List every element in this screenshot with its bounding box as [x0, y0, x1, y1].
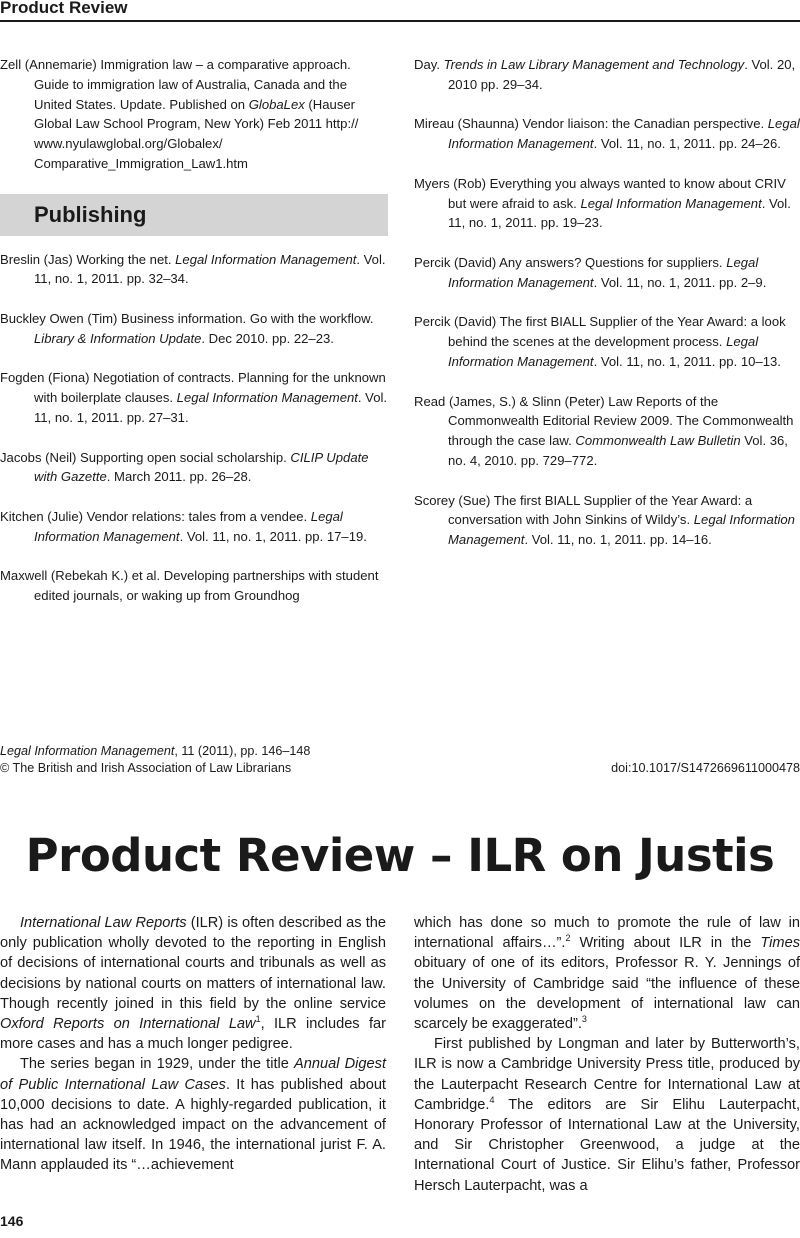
section-heading-publishing: Publishing — [0, 194, 388, 236]
reference-entry: Buckley Owen (Tim) Business information. Go with the workflow. Library & Information Update. Dec 2010. pp. 22–23. — [0, 310, 374, 346]
body-paragraph: First published by Longman and later by Butterworth’s, ILR is now a Cambridge University Press title, produced by the Lauterpacht Research Centre for International Law at Cambridge.$^4$ The editors are Sir Elihu Lauterpacht, Honorary Professor of International Law at the University, and Sir Christopher Greenwood, a judge at the International Court of Justice. Sir Elihu’s father, Professor Hersch Lauterpacht, was a — [414, 1036, 800, 1194]
reference-entry: Jacobs (Neil) Supporting open social scholarship. CILIP Update with Gazette. March 2011. pp. 26–28. — [0, 449, 369, 485]
reference-entry: Day. Trends in Law Library Management and Technology. Vol. 20, 2010 pp. 29–34. — [414, 57, 796, 92]
reference-entry: Percik (David) The first BIALL Supplier of the Year Award: a look behind the scenes at the development process. Legal Information Management. Vol. 11, no. 1, 2011. pp. 10–13. — [414, 314, 786, 369]
reference-entry: Myers (Rob) Everything you always wanted to know about CRIV but were afraid to ask. Legal Information Management. Vol. 11, no. 1, 2011. pp. 19–23. — [414, 175, 791, 231]
article-body-right-column — [414, 913, 800, 1196]
body-paragraph: The series began in 1929, under the title Annual Digest of Public International Law Cases. It has published about 10,000 decisions to date. A highly-regarded publication, it has had an acknowledged impact on the advancement of international law itself. In 1946, the international jurist F. A. Mann applauded its “…achievement — [0, 1056, 387, 1174]
bibliography-right-column — [414, 55, 800, 570]
body-paragraph: which has done so much to promote the rule of law in international affairs…”.$^2$ Writing about ILR in the Times obituary of one of its editors, Professor R. Y. Jennings of the University of Cambridge said “the influence of these volumes on the development of international law can scarcely be exaggerated”.$^3$ — [414, 915, 800, 1033]
reference-entry: Breslin (Jas) Working the net. Legal Information Management. Vol. 11, no. 1, 2011. pp. 32–34. — [0, 251, 386, 287]
footnote-ref[interactable]: 2 — [565, 933, 571, 944]
reference-entry: Kitchen (Julie) Vendor relations: tales from a vendee. Legal Information Management. Vol. 11, no. 1, 2011. pp. 17–19. — [0, 508, 367, 544]
footnote-ref[interactable]: 3 — [581, 1014, 587, 1025]
bibliography-left-column — [0, 55, 388, 626]
footnote-ref[interactable]: 1 — [255, 1014, 261, 1025]
reference-entry: Percik (David) Any answers? Questions for suppliers. Legal Information Management. Vol. 11, no. 1, 2011. pp. 2–9. — [414, 254, 767, 290]
reference-entry: Mireau (Shaunna) Vendor liaison: the Canadian perspective. Legal Information Management. Vol. 11, no. 1, 2011. pp. 24–26. — [414, 116, 800, 152]
reference-entry: Fogden (Fiona) Negotiation of contracts. Planning for the unknown with boilerplate clauses. Legal Information Management. Vol. 11, no. 1, 2011. pp. 27–31. — [0, 370, 388, 425]
copyright-line: © The British and Irish Association of Law Librarians — [0, 761, 292, 775]
doi-link[interactable]: doi:10.1017/S1472669611000478 — [611, 761, 800, 775]
header-rule — [0, 20, 800, 22]
reference-entry: Zell (Annemarie) Immigration law – a comparative approach. Guide to immigration law of Australia, Canada and the United States. Update. Published on GlobaLex (Hauser Global Law School Program, New York) Feb 2011 http:// www.nyulawglobal.org/Globalex/ Comparative_Immigration_Law1.htm — [0, 57, 359, 171]
body-paragraph: International Law Reports (ILR) is often described as the only publication wholly devoted to the reporting in English of decisions of international courts and tribunals as well as decisions by national courts on matters of international law. Though recently joined in this field by the online service Oxford Reports on International Law$^1$, ILR includes far more cases and has a much longer pedigree. — [0, 915, 386, 1053]
article-body-left-column — [0, 913, 386, 1176]
journal-info — [0, 743, 310, 777]
page-number: 146 — [0, 1213, 24, 1229]
reference-entry: Read (James, S.) & Slinn (Peter) Law Reports of the Commonwealth Editorial Review 2009. The Commonwealth through the case law. Commonwealth Law Bulletin Vol. 36, no. 4, 2010. pp. 729–772. — [414, 393, 794, 468]
journal-citation: Legal Information Management, 11 (2011), pp. 146–148 — [0, 744, 311, 758]
reference-entry: Scorey (Sue) The first BIALL Supplier of the Year Award: a conversation with John Sinkins of Wildy’s. Legal Information Management. Vol. 11, no. 1, 2011. pp. 14–16. — [414, 492, 795, 548]
running-header: Product Review — [0, 0, 128, 17]
footnote-ref[interactable]: 4 — [489, 1094, 495, 1105]
reference-entry: Maxwell (Rebekah K.) et al. Developing partnerships with student edited journals, or waking up from Groundhog — [0, 568, 379, 604]
article-title: Product Review – ILR on Justis — [25, 829, 775, 882]
